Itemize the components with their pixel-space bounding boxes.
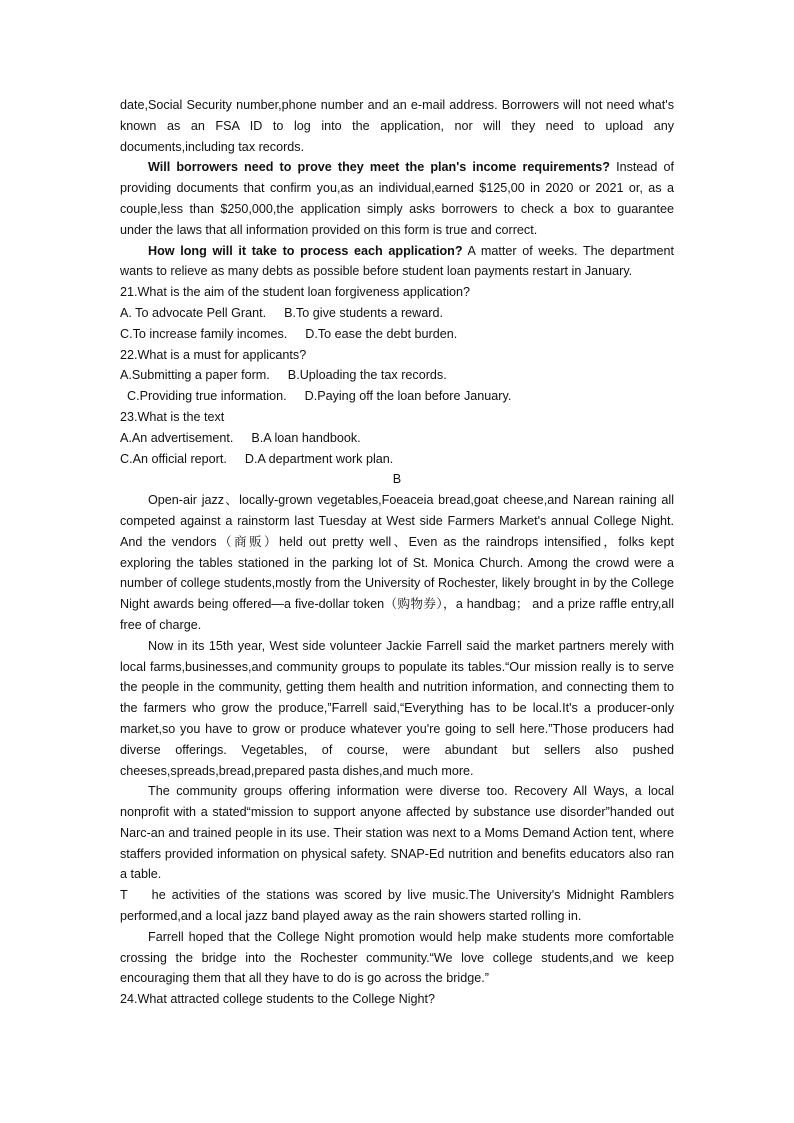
question-23-stem: 23.What is the text — [120, 409, 225, 424]
question-21-option-a: A. To advocate Pell Grant. — [120, 305, 267, 320]
paragraph-a-3 — [120, 241, 674, 283]
paragraph-a-2 — [120, 157, 674, 240]
paragraph-b-2: Now in its 15th year, West side volunteer Jackie Farrell said the market partners merely with local farms,businesses,and community groups to populate its tables.“Our mission really is to serve the people in the community, getting them health and nutrition information, and connecting them to the farmers who grow the produce,”Farrell said,“Everything has to be local.It's a producer-only market,so you have to grow or produce whatever you're going to sell here.”Those producers had diverse offerings. Vegetables, of course, were abundant but sellers also pushed cheeses,spreads,bread,prepared pasta dishes,and much more. — [120, 638, 674, 778]
question-22-stem: 22.What is a must for applicants? — [120, 347, 307, 362]
paragraph-a-1: date,Social Security number,phone number and an e-mail address. Borrowers will not need what's known as an FSA ID to log into the application, nor will they need to upload any documents,including tax records. — [120, 98, 674, 154]
answer-income: Instead of providing documents that confirm you,as an individual,earned $125,00 in 2020 or 2021 or, as a couple,less than $250,000,the application simply asks borrowers to check a box to guarantee under the laws that all information provided on this form is true and correct. — [120, 160, 674, 237]
question-21-option-c: C.To increase family incomes. — [120, 326, 288, 341]
question-23-option-d: D.A department work plan. — [244, 451, 394, 466]
paragraph-b-4: T he activities of the stations was scored by live music.The University's Midnight Ramblers performed,and a local jazz band played away as the rain showers started rolling in. — [120, 888, 678, 924]
question-24-stem: 24.What attracted college students to the College Night? — [120, 992, 436, 1007]
question-23-option-c: C.An official report. — [120, 451, 227, 466]
question-21-options-row-2 — [120, 324, 674, 345]
question-23-options-row-1 — [120, 428, 674, 449]
question-22-options-row-1 — [120, 365, 674, 386]
question-21-stem: 21.What is the aim of the student loan forgiveness application? — [120, 285, 471, 300]
question-22-options-row-2 — [120, 386, 674, 407]
question-23-options-row-2 — [120, 449, 674, 470]
paragraph-b-1: Open-air jazz、locally-grown vegetables,Foeaceia bread,goat cheese,and Narean raining all competed against a rainstorm last Tuesday at West side Farmers Market's annual College Night. And the vendors（商贩）held out pretty well、Even as the raindrops intensified，folks kept exploring the tables stationed in the parking lot of St. Monica Church. Among the crowd were a number of college students,mostly from the University of Rochester, likely brought in by the College Night awards being offered—a five-dollar token（购物券），a handbag； and a prize raffle entry,all free of charge. — [120, 493, 674, 632]
question-heading-income: Will borrowers need to prove they meet the plan's income requirements? — [148, 160, 610, 175]
question-22-option-d: D.Paying off the loan before January. — [304, 389, 512, 404]
question-22-option-c: C.Providing true information. — [127, 389, 287, 404]
question-22-option-b: B.Uploading the tax records. — [287, 368, 447, 383]
question-heading-process-time: How long will it take to process each application? — [148, 243, 463, 258]
question-21-option-b: B.To give students a reward. — [284, 305, 443, 320]
question-23-option-a: A.An advertisement. — [120, 430, 234, 445]
document-page — [120, 95, 678, 1010]
question-23-option-b: B.A loan handbook. — [251, 430, 361, 445]
question-21-options-row-1 — [120, 303, 674, 324]
paragraph-b-3: The community groups offering information were diverse too. Recovery All Ways, a local nonprofit with a stated“mission to support anyone affected by substance use disorder”handed out Narc-an and trained people in its use. Their station was next to a Moms Demand Action tent, where staffers provided information on physical safety. SNAP-Ed nutrition and benefits educators also ran a table. — [120, 784, 674, 882]
section-b-label: B — [392, 472, 402, 487]
question-22-option-a: A.Submitting a paper form. — [120, 368, 270, 383]
answer-process-time: A matter of weeks. The department wants to relieve as many debts as possible before student loan payments restart in January. — [120, 243, 674, 279]
paragraph-b-5: Farrell hoped that the College Night promotion would help make students more comfortable crossing the bridge into the Rochester community.“We love college students,and we keep encouraging them that all they have to do is go across the bridge.” — [120, 929, 674, 986]
question-21-option-d: D.To ease the debt burden. — [305, 326, 458, 341]
